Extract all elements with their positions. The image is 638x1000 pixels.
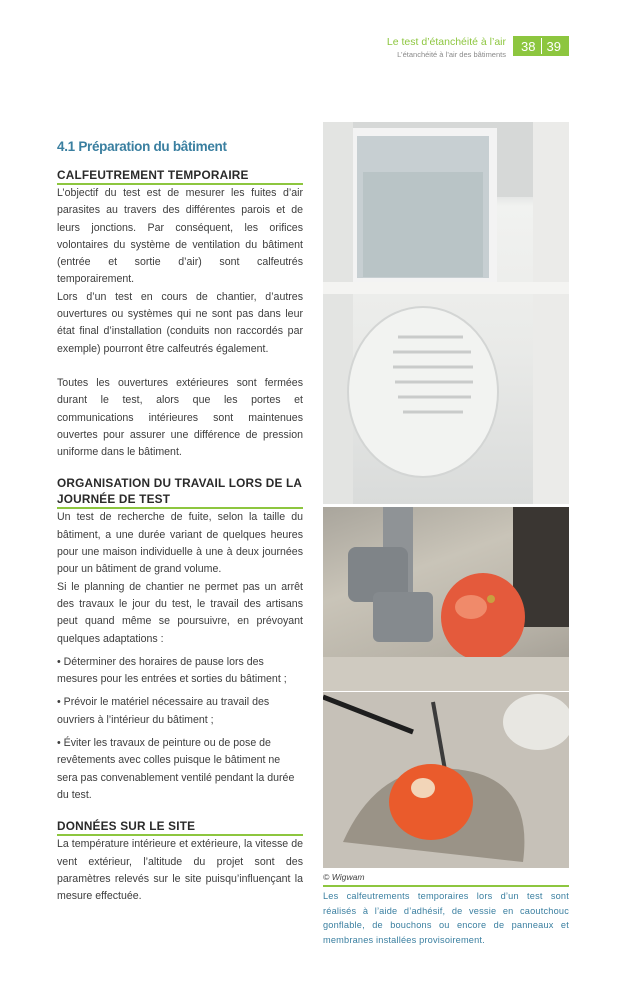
- organisation-heading: ORGANISATION DU TRAVAIL LORS DE LA JOURNÉE DE TEST: [57, 476, 302, 507]
- organisation-paragraph-2: Si le planning de chantier ne permet pas un arrêt des travaux le jour du test, le travail des artisans peut quand même se poursuivre, en prévoyant quelques adaptations :: [57, 580, 303, 645]
- donnees-paragraph-1: La température intérieure et extérieure, la vitesse de vent extérieur, l’altitude du projet sont des paramètres relevés sur le site puisqu’influençant la mesure effectuée.: [57, 838, 303, 903]
- page-number-badge: [513, 36, 569, 56]
- calfeutrement-paragraph-3: Toutes les ouvertures extérieures sont fermées durant le test, alors que les portes et communications intérieures sont maintenues ouvertes pour assurer une différence de pression uniforme dans le bâtiment.: [57, 376, 303, 459]
- organisation-paragraph-1: Un test de recherche de fuite, selon la taille du bâtiment, a une durée variant de quelques heures pour une maison individuelle à une à deux journées pour un bâtiment de grand volume.: [57, 511, 303, 576]
- photo-inflatable-bladder-illustration: [323, 692, 569, 868]
- calfeutrement-paragraph-2: Lors d’un test en cours de chantier, d’autres ouvertures ou systèmes qui ne sont pas dans leur état final d’installation (conduits non raccordés par exemple) pourront être calfeutrés également.: [57, 290, 303, 355]
- organisation-bullet-3: • Éviter les travaux de peinture ou de pose de revêtements avec colles puisque le bâtiment ne sera pas convenablement ventilé pendant la durée du test.: [57, 737, 295, 801]
- section-gap: [57, 461, 303, 475]
- photo-plugged-pipe: [323, 507, 569, 691]
- page-number-left: 38: [521, 38, 536, 54]
- caption-rule: [323, 885, 569, 887]
- organisation-bullet-1: • Déterminer des horaires de pause lors des mesures pour les entrées et sorties du bâtiment ;: [57, 655, 287, 686]
- running-header-subtitle: L’étanchéité à l’air des bâtiments: [397, 50, 506, 59]
- photo-sealed-vent: [323, 122, 569, 504]
- section-title: 4.1 Préparation du bâtiment: [57, 139, 227, 154]
- left-text-column: [57, 167, 303, 905]
- photo-inflatable-bladder: [323, 692, 569, 868]
- page-number-right: 39: [546, 38, 561, 54]
- calfeutrement-paragraph-1: L’objectif du test est de mesurer les fuites d’air parasites au travers des différentes parois et de leurs jonctions. Par conséquent, les orifices volontaires du système de ventilation du bâtiment (entrée et sortie d’air) sont calfeutrés temporairement.: [57, 187, 303, 286]
- running-header-title: Le test d’étanchéité à l’air: [386, 36, 506, 48]
- paragraph-gap: [57, 358, 303, 375]
- photo-credit: © Wigwam: [323, 872, 365, 882]
- photo-caption: Les calfeutrements temporaires lors d’un test sont réalisés à l’aide d’adhésif, de vessie en caoutchouc gonflable, de bouchons ou encore de panneaux et membranes installées provisoirement.: [323, 891, 569, 945]
- organisation-bullet-2: • Prévoir le matériel nécessaire au travail des ouvriers à l’intérieur du bâtiment ;: [57, 696, 270, 726]
- page-number-divider: [541, 38, 542, 54]
- photo-sealed-vent-illustration: [323, 122, 569, 504]
- calfeutrement-heading: CALFEUTREMENT TEMPORAIRE: [57, 168, 249, 182]
- section-gap: [57, 804, 303, 818]
- photo-plugged-pipe-illustration: [323, 507, 569, 691]
- donnees-heading: DONNÉES SUR LE SITE: [57, 819, 196, 834]
